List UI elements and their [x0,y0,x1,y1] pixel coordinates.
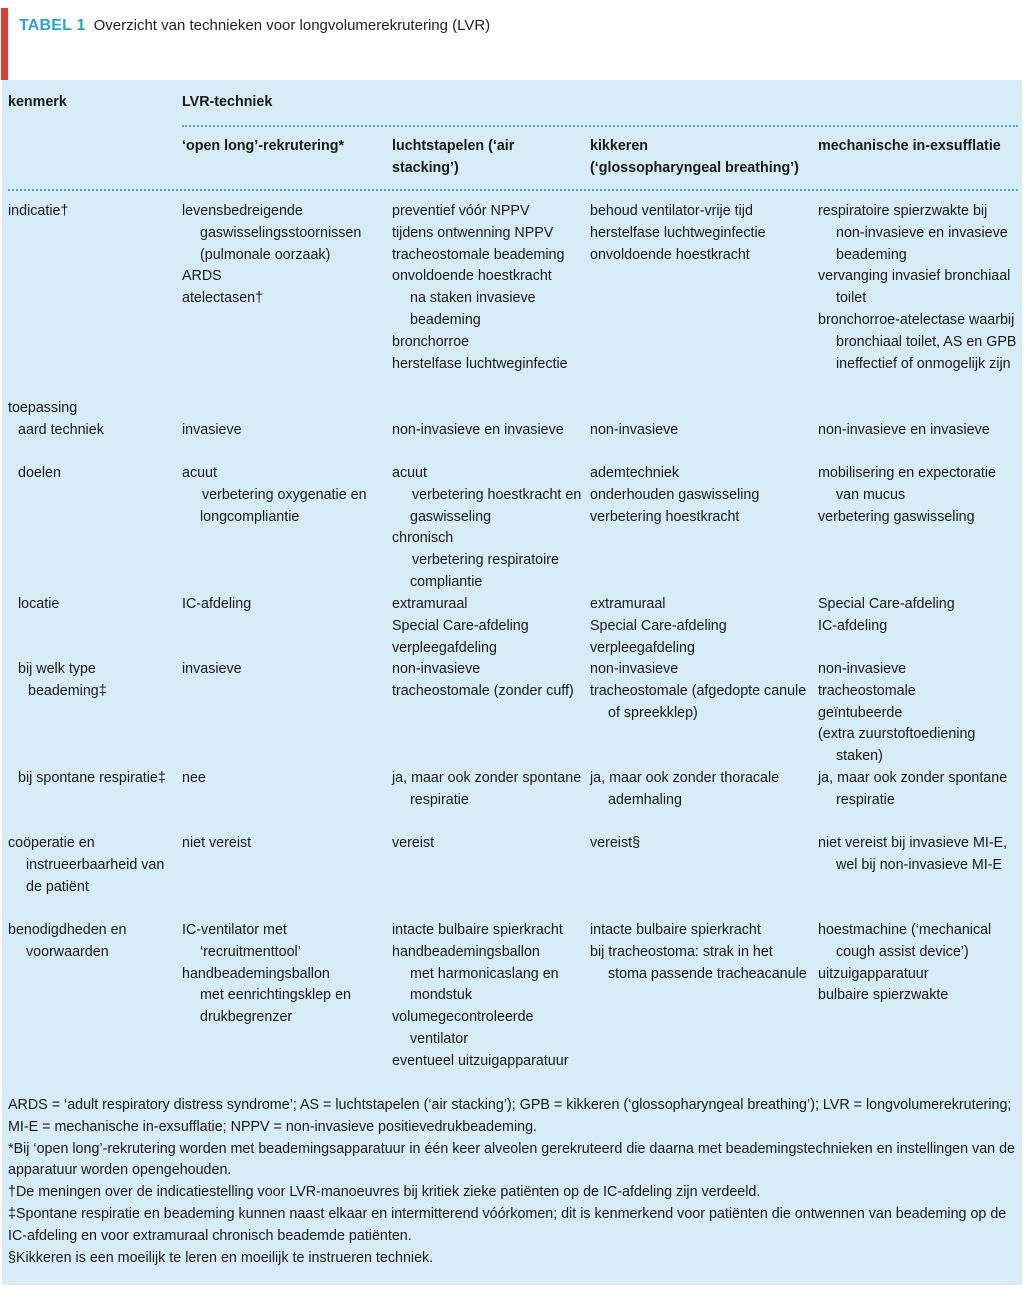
column-header-1 [182,136,344,158]
cell-line: vervanging invasief bronchiaal [818,268,1011,285]
table-cell [590,420,678,442]
cell-line: eventueel uitzuigapparatuur [392,1052,569,1069]
cell-line: onvoldoende hoestkracht [590,246,750,263]
cell-line: acuut [392,465,427,481]
cell-line: atelectasen† [182,290,264,307]
table-cell [818,201,1016,375]
cell-line: hoestmachine (‘mechanical [818,922,992,938]
cell-line: tracheostomale (afgedopte canule [590,682,807,699]
table-cell [818,420,990,442]
cell-line: uitzuigapparatuur [818,965,929,982]
column-header-line: luchtstapelen (‘air [392,138,515,154]
cell-line: acuut [182,465,217,481]
cell-line: verbetering hoestkracht [590,508,740,525]
cell-line: non-invasieve [392,661,481,677]
cell-line: non-invasieve en invasieve [392,422,564,438]
row-label [8,398,77,420]
cell-line: ARDS [182,268,222,285]
cell-line: preventief vóór NPPV [392,203,530,219]
cell-line: beademing [410,311,481,328]
cell-line: van mucus [836,486,906,503]
cell-line: non-invasieve [590,422,679,438]
cell-line: non-invasieve en invasieve [836,224,1008,241]
table-cell [392,420,564,442]
header-divider [182,125,1018,127]
cell-line: doelen [18,465,61,481]
cell-line: respiratoire spierzwakte bij [818,203,988,219]
cell-line: aard techniek [18,422,104,438]
cell-line: beademing‡ [28,682,107,699]
table-cell [182,463,367,528]
cell-line: chronisch [392,530,454,547]
header-lvr-techniek: LVR-techniek [182,94,273,110]
cell-line: geïntubeerde [818,704,903,721]
table-cell [182,833,251,855]
footnote: §Kikkeren is een moeilijk te leren en moeilijk te instrueren techniek. [8,1249,434,1266]
row-label [8,659,107,703]
table-cell [590,833,640,855]
cell-line: ja, maar ook zonder spontane [392,770,582,786]
cell-line: extramuraal [590,596,666,612]
cell-line: staken) [836,748,883,765]
table-cell [182,594,251,616]
cell-line: na staken invasieve [410,290,536,307]
cell-line: non-invasieve en invasieve [818,422,990,438]
cell-line: herstelfase luchtweginfectie [392,355,568,372]
table-cell [392,659,574,703]
cell-line: voorwaarden [26,943,109,960]
cell-line: tijdens ontwenning NPPV [392,224,554,241]
table-cell [818,594,955,638]
cell-line: coöperatie en [8,835,95,851]
cell-line: non-invasieve [590,661,679,677]
column-header-4 [818,136,1001,158]
title-bar [0,0,1024,80]
body-divider [8,189,1018,191]
cell-line: vereist [392,835,435,851]
cell-line: ademtechniek [590,465,680,481]
cell-line: handbeademingsballon [392,943,540,960]
cell-line: ventilator [410,1030,469,1047]
cell-line: bij welk type [18,661,96,677]
cell-line: respiratie [410,791,469,808]
cell-line: verpleegafdeling [392,639,497,656]
table-cell [590,920,807,985]
table-cell [590,768,779,812]
cell-line: compliantie [410,573,483,590]
cell-line: intacte bulbaire spierkracht [392,922,563,938]
cell-line: ja, maar ook zonder spontane [818,770,1008,786]
cell-line: bronchorroe [392,333,470,350]
column-header-line: ‘open long’-rekrutering* [182,138,345,154]
cell-line: drukbegrenzer [200,1009,293,1026]
cell-line: IC-afdeling [182,596,252,612]
cell-line: verpleegafdeling [590,639,695,656]
column-header-line: kikkeren [590,138,649,154]
table-cell [392,463,581,594]
column-header-line: stacking’) [392,159,459,176]
table-cell [392,920,568,1073]
cell-line: ineffectief of onmogelijk zijn [836,355,1011,372]
cell-line: bij spontane respiratie‡ [18,770,166,786]
cell-line: non-invasieve [818,661,907,677]
cell-line: IC-afdeling [818,617,888,634]
table-caption: Overzicht van technieken voor longvolumerekrutering (LVR) [93,17,491,34]
cell-line: handbeademingsballon [182,965,330,982]
column-header-3 [590,136,799,180]
table-number: TABEL 1 [19,17,86,34]
cell-line: met eenrichtingsklep en [200,987,351,1004]
column-header-line: (‘glossopharyngeal breathing’) [590,159,799,176]
cell-line: longcompliantie [200,508,300,525]
cell-line: indicatie† [8,203,69,219]
row-label [8,594,59,616]
table-cell [590,594,727,659]
table-cell [182,659,242,681]
cell-line: verbetering hoestkracht en [412,486,582,503]
table-cell [392,594,529,659]
table-cell [590,463,759,528]
table-cell [182,920,351,1029]
cell-line: toepassing [8,400,78,416]
table-cell [392,768,581,812]
cell-line: levensbedreigende [182,203,303,219]
cell-line: mobilisering en expectoratie [818,465,997,481]
table-cell [182,768,206,790]
cell-line: toilet [836,290,867,307]
row-label [8,833,164,898]
table-cell [818,833,1007,877]
table-title [19,17,490,35]
cell-line: invasieve [182,661,242,677]
cell-line: extramuraal [392,596,468,612]
table-cell [182,201,361,310]
table-cell [392,833,434,855]
cell-line: tracheostomale [818,682,916,699]
cell-line: bij tracheostoma: strak in het [590,943,773,960]
cell-line: verbetering oxygenatie en [202,486,367,503]
cell-line: ‘recruitmenttool’ [200,943,301,960]
footnote: ARDS = ‘adult respiratory distress syndrome’; AS = luchtstapelen (‘air stacking’); GPB = kikkeren (‘glossopharyngeal breathing’); LVR = longvolumerekrutering; MI-E = mechanische in-exsufflatie; NPPV = non-invasieve positievedrukbeademing. [8,1097,1012,1135]
cell-line: verbetering respiratoire [412,552,560,569]
cell-line: onderhouden gaswisseling [590,486,760,503]
cell-line: intacte bulbaire spierkracht [590,922,761,938]
cell-line: tracheostomale beademing [392,246,565,263]
cell-line: Special Care-afdeling [818,596,955,612]
cell-line: beademing [836,246,907,263]
cell-line: benodigdheden en [8,922,127,938]
cell-line: onvoldoende hoestkracht [392,268,552,285]
cell-line: verbetering gaswisseling [818,508,975,525]
accent-bar [1,8,8,80]
cell-line: niet vereist [182,835,252,851]
table-cell [590,201,766,266]
table-cell [392,201,568,375]
row-label [8,201,68,223]
cell-line: vereist§ [590,835,641,851]
header-kenmerk: kenmerk [8,94,67,110]
cell-line: Special Care-afdeling [590,617,727,634]
cell-line: instrueerbaarheid van [26,856,165,873]
cell-line: ja, maar ook zonder thoracale [590,770,780,786]
cell-line: tracheostomale (zonder cuff) [392,682,574,699]
row-label [8,920,126,964]
row-label [8,463,61,485]
cell-line: gaswisselingsstoornissen [200,224,362,241]
cell-line: ademhaling [608,791,682,808]
cell-line: niet vereist bij invasieve MI-E, [818,835,1008,851]
footnotes [8,1095,1018,1269]
cell-line: wel bij non-invasieve MI-E [836,856,1003,873]
cell-line: met harmonicaslang en [410,965,559,982]
row-label [8,420,104,442]
cell-line: de patiënt [26,878,89,895]
cell-line: nee [182,770,206,786]
cell-line: mondstuk [410,987,472,1004]
footnote: ‡Spontane respiratie en beademing kunnen naast elkaar en intermitterend vóórkomen; dit is kenmerkend voor patiënten die ontwennen van beademing op de IC-afdeling en voor extramuraal chronisch beademde patiënten. [8,1205,1007,1244]
cell-line: respiratie [836,791,895,808]
cell-line: of spreekklep) [608,704,698,721]
cell-line: cough assist device’) [836,943,969,960]
cell-line: bulbaire spierzwakte [818,987,949,1004]
cell-line: IC-ventilator met [182,922,287,938]
table-cell [818,920,991,1007]
column-header-line: mechanische in-exsufflatie [818,138,1001,154]
cell-line: stoma passende tracheacanule [608,965,807,982]
table-cell [182,420,242,442]
row-label [8,768,166,790]
footnote: *Bij ‘open long’-rekrutering worden met beademingsapparatuur in één keer alveolen gerekruteerd die daarna met beademingstechnieken en instellingen van de apparatuur worden opengehouden. [8,1140,1015,1179]
cell-line: Special Care-afdeling [392,617,529,634]
cell-line: invasieve [182,422,242,438]
cell-line: gaswisseling [410,508,492,525]
table-cell [818,768,1007,812]
table-cell [590,659,806,724]
cell-line: herstelfase luchtweginfectie [590,224,766,241]
cell-line: behoud ventilator-vrije tijd [590,203,753,219]
cell-line: bronchorroe-atelectase waarbij [818,311,1015,328]
footnote: †De meningen over de indicatiestelling voor LVR-manoeuvres bij kritiek zieke patiënten op de IC-afdeling zijn verdeeld. [8,1184,761,1201]
column-header-2 [392,136,514,180]
table-cell [818,659,975,768]
cell-line: (extra zuurstoftoediening [818,726,976,743]
table-cell [818,463,996,528]
cell-line: locatie [18,596,60,612]
cell-line: (pulmonale oorzaak) [200,246,331,263]
cell-line: volumegecontroleerde [392,1009,534,1026]
cell-line: bronchiaal toilet, AS en GPB [836,333,1017,350]
